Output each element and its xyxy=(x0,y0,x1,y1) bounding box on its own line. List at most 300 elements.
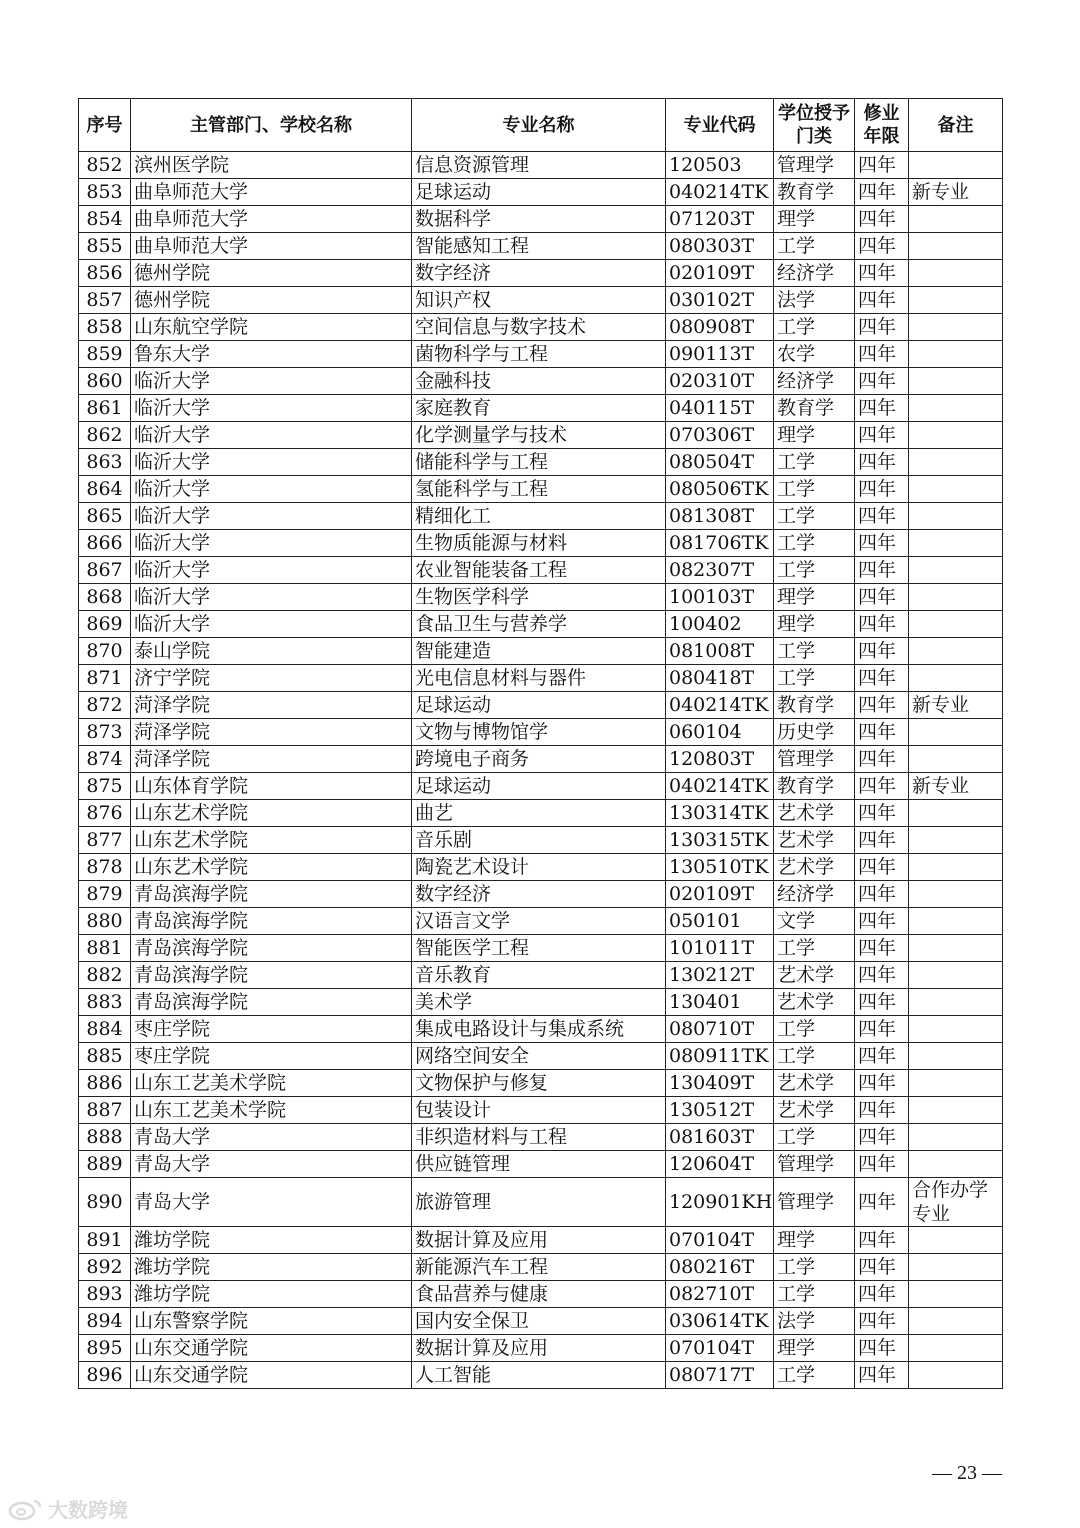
table-row xyxy=(79,530,1003,557)
cell-years: 四年 xyxy=(855,1335,909,1362)
cell-years: 四年 xyxy=(855,746,909,773)
cell-major: 跨境电子商务 xyxy=(412,746,666,773)
cell-note xyxy=(909,935,1003,962)
table-row xyxy=(79,422,1003,449)
cell-years: 四年 xyxy=(855,476,909,503)
table-row xyxy=(79,935,1003,962)
cell-years: 四年 xyxy=(855,827,909,854)
cell-note xyxy=(909,719,1003,746)
cell-no: 880 xyxy=(79,908,131,935)
cell-code: 130401 xyxy=(666,989,774,1016)
cell-no: 885 xyxy=(79,1043,131,1070)
cell-school: 菏泽学院 xyxy=(131,719,412,746)
table-row xyxy=(79,314,1003,341)
cell-no: 858 xyxy=(79,314,131,341)
cell-school: 临沂大学 xyxy=(131,530,412,557)
table-row xyxy=(79,368,1003,395)
cell-code: 080506TK xyxy=(666,476,774,503)
cell-note xyxy=(909,800,1003,827)
table-row xyxy=(79,260,1003,287)
cell-code: 080717T xyxy=(666,1362,774,1389)
cell-years: 四年 xyxy=(855,233,909,260)
cell-note xyxy=(909,476,1003,503)
cell-school: 滨州医学院 xyxy=(131,152,412,179)
cell-school: 临沂大学 xyxy=(131,557,412,584)
table-row xyxy=(79,557,1003,584)
cell-major: 音乐教育 xyxy=(412,962,666,989)
table-row xyxy=(79,1070,1003,1097)
cell-school: 青岛滨海学院 xyxy=(131,962,412,989)
cell-degree: 经济学 xyxy=(774,260,855,287)
cell-years: 四年 xyxy=(855,1043,909,1070)
cell-major: 生物质能源与材料 xyxy=(412,530,666,557)
cell-degree: 管理学 xyxy=(774,1178,855,1227)
cell-no: 869 xyxy=(79,611,131,638)
cell-years: 四年 xyxy=(855,584,909,611)
cell-code: 081008T xyxy=(666,638,774,665)
major-table xyxy=(78,98,1003,1389)
cell-note xyxy=(909,665,1003,692)
cell-code: 040214TK xyxy=(666,773,774,800)
cell-no: 894 xyxy=(79,1308,131,1335)
cell-years: 四年 xyxy=(855,1362,909,1389)
table-row xyxy=(79,395,1003,422)
cell-major: 非织造材料与工程 xyxy=(412,1124,666,1151)
cell-major: 包装设计 xyxy=(412,1097,666,1124)
cell-major: 数据计算及应用 xyxy=(412,1335,666,1362)
cell-no: 852 xyxy=(79,152,131,179)
cell-no: 890 xyxy=(79,1178,131,1227)
cell-years: 四年 xyxy=(855,368,909,395)
cell-school: 青岛滨海学院 xyxy=(131,935,412,962)
cell-degree: 农学 xyxy=(774,341,855,368)
cell-note xyxy=(909,503,1003,530)
cell-school: 曲阜师范大学 xyxy=(131,206,412,233)
cell-degree: 工学 xyxy=(774,935,855,962)
cell-code: 090113T xyxy=(666,341,774,368)
cell-years: 四年 xyxy=(855,1178,909,1227)
cell-major: 精细化工 xyxy=(412,503,666,530)
cell-years: 四年 xyxy=(855,638,909,665)
cell-note xyxy=(909,1016,1003,1043)
table-row xyxy=(79,611,1003,638)
cell-school: 泰山学院 xyxy=(131,638,412,665)
table-row xyxy=(79,476,1003,503)
cell-years: 四年 xyxy=(855,800,909,827)
cell-degree: 教育学 xyxy=(774,773,855,800)
cell-major: 人工智能 xyxy=(412,1362,666,1389)
cell-years: 四年 xyxy=(855,206,909,233)
cell-note xyxy=(909,422,1003,449)
cell-degree: 工学 xyxy=(774,314,855,341)
cell-degree: 工学 xyxy=(774,503,855,530)
cell-degree: 工学 xyxy=(774,476,855,503)
cell-code: 020109T xyxy=(666,260,774,287)
cell-degree: 理学 xyxy=(774,206,855,233)
cell-code: 120901KH xyxy=(666,1178,774,1227)
cell-degree: 艺术学 xyxy=(774,989,855,1016)
cell-major: 储能科学与工程 xyxy=(412,449,666,476)
table-row xyxy=(79,233,1003,260)
cell-no: 892 xyxy=(79,1254,131,1281)
cell-degree: 理学 xyxy=(774,584,855,611)
cell-major: 足球运动 xyxy=(412,179,666,206)
cell-no: 891 xyxy=(79,1227,131,1254)
cell-years: 四年 xyxy=(855,422,909,449)
cell-school: 鲁东大学 xyxy=(131,341,412,368)
table-row xyxy=(79,665,1003,692)
cell-no: 863 xyxy=(79,449,131,476)
cell-major: 旅游管理 xyxy=(412,1178,666,1227)
table-row xyxy=(79,584,1003,611)
cell-years: 四年 xyxy=(855,314,909,341)
cell-years: 四年 xyxy=(855,395,909,422)
cell-major: 足球运动 xyxy=(412,773,666,800)
cell-years: 四年 xyxy=(855,260,909,287)
cell-no: 879 xyxy=(79,881,131,908)
cell-note xyxy=(909,1335,1003,1362)
cell-no: 887 xyxy=(79,1097,131,1124)
cell-school: 枣庄学院 xyxy=(131,1016,412,1043)
cell-school: 山东警察学院 xyxy=(131,1308,412,1335)
cell-years: 四年 xyxy=(855,935,909,962)
cell-school: 菏泽学院 xyxy=(131,746,412,773)
cell-code: 050101 xyxy=(666,908,774,935)
cell-major: 知识产权 xyxy=(412,287,666,314)
table-row xyxy=(79,1151,1003,1178)
cell-years: 四年 xyxy=(855,1016,909,1043)
watermark xyxy=(8,1494,128,1523)
cell-no: 874 xyxy=(79,746,131,773)
cell-major: 数据计算及应用 xyxy=(412,1227,666,1254)
cell-school: 青岛滨海学院 xyxy=(131,881,412,908)
cell-degree: 工学 xyxy=(774,1043,855,1070)
table-row xyxy=(79,1043,1003,1070)
cell-code: 080710T xyxy=(666,1016,774,1043)
table-row xyxy=(79,908,1003,935)
cell-code: 120604T xyxy=(666,1151,774,1178)
cell-code: 030102T xyxy=(666,287,774,314)
cell-school: 枣庄学院 xyxy=(131,1043,412,1070)
table-row xyxy=(79,287,1003,314)
cell-note xyxy=(909,989,1003,1016)
table-row xyxy=(79,1362,1003,1389)
table-row xyxy=(79,746,1003,773)
cell-major: 智能建造 xyxy=(412,638,666,665)
cell-years: 四年 xyxy=(855,449,909,476)
header-row xyxy=(79,99,1003,152)
cell-no: 867 xyxy=(79,557,131,584)
cell-no: 878 xyxy=(79,854,131,881)
cell-note xyxy=(909,638,1003,665)
cell-major: 食品卫生与营养学 xyxy=(412,611,666,638)
cell-note xyxy=(909,260,1003,287)
cell-degree: 教育学 xyxy=(774,395,855,422)
cell-school: 临沂大学 xyxy=(131,449,412,476)
cell-note xyxy=(909,449,1003,476)
cell-note xyxy=(909,881,1003,908)
cell-code: 060104 xyxy=(666,719,774,746)
cell-school: 青岛大学 xyxy=(131,1151,412,1178)
cell-degree: 教育学 xyxy=(774,692,855,719)
header-note: 备注 xyxy=(909,99,1003,152)
cell-no: 860 xyxy=(79,368,131,395)
cell-no: 864 xyxy=(79,476,131,503)
cell-note xyxy=(909,1254,1003,1281)
cell-code: 130512T xyxy=(666,1097,774,1124)
cell-code: 080908T xyxy=(666,314,774,341)
table-row xyxy=(79,1227,1003,1254)
header-degree: 学位授予门类 xyxy=(774,99,855,152)
table-row xyxy=(79,152,1003,179)
cell-note xyxy=(909,1281,1003,1308)
cell-code: 130212T xyxy=(666,962,774,989)
cell-school: 临沂大学 xyxy=(131,422,412,449)
cell-note xyxy=(909,962,1003,989)
cell-years: 四年 xyxy=(855,719,909,746)
cell-code: 100402 xyxy=(666,611,774,638)
cell-degree: 艺术学 xyxy=(774,854,855,881)
cell-years: 四年 xyxy=(855,692,909,719)
header-major: 专业名称 xyxy=(412,99,666,152)
cell-code: 130315TK xyxy=(666,827,774,854)
cell-years: 四年 xyxy=(855,557,909,584)
cell-code: 130510TK xyxy=(666,854,774,881)
header-years: 修业年限 xyxy=(855,99,909,152)
cell-years: 四年 xyxy=(855,1227,909,1254)
cell-note xyxy=(909,152,1003,179)
cell-no: 877 xyxy=(79,827,131,854)
cell-major: 农业智能装备工程 xyxy=(412,557,666,584)
cell-years: 四年 xyxy=(855,503,909,530)
cell-degree: 理学 xyxy=(774,1227,855,1254)
page-number: — 23 — xyxy=(932,1462,1002,1484)
cell-note xyxy=(909,395,1003,422)
cell-years: 四年 xyxy=(855,341,909,368)
cell-years: 四年 xyxy=(855,179,909,206)
cell-note xyxy=(909,854,1003,881)
cell-degree: 工学 xyxy=(774,557,855,584)
cell-code: 101011T xyxy=(666,935,774,962)
cell-note: 新专业 xyxy=(909,179,1003,206)
cell-code: 080504T xyxy=(666,449,774,476)
cell-years: 四年 xyxy=(855,1097,909,1124)
cell-major: 汉语言文学 xyxy=(412,908,666,935)
cell-school: 山东体育学院 xyxy=(131,773,412,800)
cell-degree: 教育学 xyxy=(774,179,855,206)
cell-no: 861 xyxy=(79,395,131,422)
cell-degree: 艺术学 xyxy=(774,827,855,854)
cell-major: 网络空间安全 xyxy=(412,1043,666,1070)
cell-major: 曲艺 xyxy=(412,800,666,827)
cell-code: 081308T xyxy=(666,503,774,530)
cell-years: 四年 xyxy=(855,611,909,638)
cell-degree: 理学 xyxy=(774,611,855,638)
cell-no: 857 xyxy=(79,287,131,314)
cell-note xyxy=(909,1308,1003,1335)
cell-code: 030614TK xyxy=(666,1308,774,1335)
cell-no: 896 xyxy=(79,1362,131,1389)
cell-school: 山东交通学院 xyxy=(131,1335,412,1362)
cell-no: 886 xyxy=(79,1070,131,1097)
table-row xyxy=(79,1281,1003,1308)
cell-no: 854 xyxy=(79,206,131,233)
cell-no: 881 xyxy=(79,935,131,962)
cell-school: 临沂大学 xyxy=(131,611,412,638)
cell-school: 青岛滨海学院 xyxy=(131,908,412,935)
cell-no: 873 xyxy=(79,719,131,746)
cell-code: 070104T xyxy=(666,1227,774,1254)
cell-major: 文物保护与修复 xyxy=(412,1070,666,1097)
header-code: 专业代码 xyxy=(666,99,774,152)
cell-code: 080418T xyxy=(666,665,774,692)
cell-code: 020310T xyxy=(666,368,774,395)
cell-major: 音乐剧 xyxy=(412,827,666,854)
cell-code: 130314TK xyxy=(666,800,774,827)
cell-no: 882 xyxy=(79,962,131,989)
cell-note xyxy=(909,746,1003,773)
cell-code: 040115T xyxy=(666,395,774,422)
cell-degree: 管理学 xyxy=(774,152,855,179)
cell-code: 080303T xyxy=(666,233,774,260)
cell-degree: 法学 xyxy=(774,287,855,314)
cell-degree: 法学 xyxy=(774,1308,855,1335)
cell-degree: 理学 xyxy=(774,422,855,449)
cell-major: 氢能科学与工程 xyxy=(412,476,666,503)
cell-major: 陶瓷艺术设计 xyxy=(412,854,666,881)
cell-note xyxy=(909,1362,1003,1389)
table-row xyxy=(79,503,1003,530)
cell-degree: 艺术学 xyxy=(774,1070,855,1097)
cell-degree: 管理学 xyxy=(774,746,855,773)
cell-no: 862 xyxy=(79,422,131,449)
table-row xyxy=(79,719,1003,746)
cell-school: 曲阜师范大学 xyxy=(131,179,412,206)
cell-years: 四年 xyxy=(855,908,909,935)
cell-years: 四年 xyxy=(855,1070,909,1097)
cell-no: 883 xyxy=(79,989,131,1016)
cell-note xyxy=(909,341,1003,368)
cell-degree: 经济学 xyxy=(774,881,855,908)
table-row xyxy=(79,638,1003,665)
cell-no: 889 xyxy=(79,1151,131,1178)
cell-code: 081706TK xyxy=(666,530,774,557)
cell-code: 100103T xyxy=(666,584,774,611)
cell-no: 872 xyxy=(79,692,131,719)
cell-years: 四年 xyxy=(855,665,909,692)
cell-major: 光电信息材料与器件 xyxy=(412,665,666,692)
cell-no: 893 xyxy=(79,1281,131,1308)
cell-years: 四年 xyxy=(855,1281,909,1308)
cell-note xyxy=(909,1097,1003,1124)
cell-code: 082307T xyxy=(666,557,774,584)
cell-no: 884 xyxy=(79,1016,131,1043)
table-row xyxy=(79,1178,1003,1227)
weibo-logo-icon xyxy=(8,1497,44,1521)
cell-degree: 理学 xyxy=(774,1335,855,1362)
cell-years: 四年 xyxy=(855,962,909,989)
cell-code: 080911TK xyxy=(666,1043,774,1070)
cell-note xyxy=(909,368,1003,395)
cell-school: 菏泽学院 xyxy=(131,692,412,719)
cell-degree: 工学 xyxy=(774,1362,855,1389)
cell-degree: 工学 xyxy=(774,665,855,692)
cell-years: 四年 xyxy=(855,1308,909,1335)
cell-degree: 工学 xyxy=(774,638,855,665)
cell-no: 895 xyxy=(79,1335,131,1362)
cell-major: 智能医学工程 xyxy=(412,935,666,962)
table-row xyxy=(79,1097,1003,1124)
cell-note xyxy=(909,1227,1003,1254)
cell-code: 020109T xyxy=(666,881,774,908)
cell-degree: 历史学 xyxy=(774,719,855,746)
watermark-text: 大数跨境 xyxy=(48,1498,128,1522)
header-no: 序号 xyxy=(79,99,131,152)
cell-major: 家庭教育 xyxy=(412,395,666,422)
cell-school: 山东工艺美术学院 xyxy=(131,1070,412,1097)
cell-note xyxy=(909,1151,1003,1178)
cell-school: 临沂大学 xyxy=(131,368,412,395)
cell-degree: 工学 xyxy=(774,233,855,260)
cell-note: 新专业 xyxy=(909,692,1003,719)
cell-major: 数字经济 xyxy=(412,881,666,908)
cell-school: 临沂大学 xyxy=(131,395,412,422)
cell-school: 青岛大学 xyxy=(131,1178,412,1227)
table-row xyxy=(79,1335,1003,1362)
cell-note: 合作办学专业 xyxy=(909,1178,1003,1227)
table-row xyxy=(79,1016,1003,1043)
cell-degree: 工学 xyxy=(774,449,855,476)
cell-code: 120803T xyxy=(666,746,774,773)
cell-degree: 工学 xyxy=(774,1016,855,1043)
cell-degree: 工学 xyxy=(774,530,855,557)
cell-degree: 工学 xyxy=(774,1281,855,1308)
table-row xyxy=(79,449,1003,476)
cell-note xyxy=(909,557,1003,584)
cell-major: 新能源汽车工程 xyxy=(412,1254,666,1281)
cell-no: 859 xyxy=(79,341,131,368)
cell-degree: 管理学 xyxy=(774,1151,855,1178)
table-row xyxy=(79,1254,1003,1281)
cell-note xyxy=(909,611,1003,638)
cell-note xyxy=(909,584,1003,611)
cell-major: 生物医学科学 xyxy=(412,584,666,611)
cell-years: 四年 xyxy=(855,1254,909,1281)
cell-note xyxy=(909,287,1003,314)
cell-no: 868 xyxy=(79,584,131,611)
cell-no: 853 xyxy=(79,179,131,206)
cell-no: 866 xyxy=(79,530,131,557)
cell-major: 数据科学 xyxy=(412,206,666,233)
cell-degree: 艺术学 xyxy=(774,800,855,827)
cell-no: 870 xyxy=(79,638,131,665)
table-row xyxy=(79,854,1003,881)
cell-note: 新专业 xyxy=(909,773,1003,800)
cell-note xyxy=(909,827,1003,854)
table-row xyxy=(79,881,1003,908)
cell-school: 临沂大学 xyxy=(131,584,412,611)
cell-school: 山东艺术学院 xyxy=(131,827,412,854)
cell-note xyxy=(909,233,1003,260)
cell-code: 082710T xyxy=(666,1281,774,1308)
cell-years: 四年 xyxy=(855,881,909,908)
cell-code: 071203T xyxy=(666,206,774,233)
cell-years: 四年 xyxy=(855,1151,909,1178)
cell-major: 智能感知工程 xyxy=(412,233,666,260)
table-row xyxy=(79,989,1003,1016)
cell-code: 080216T xyxy=(666,1254,774,1281)
cell-no: 871 xyxy=(79,665,131,692)
